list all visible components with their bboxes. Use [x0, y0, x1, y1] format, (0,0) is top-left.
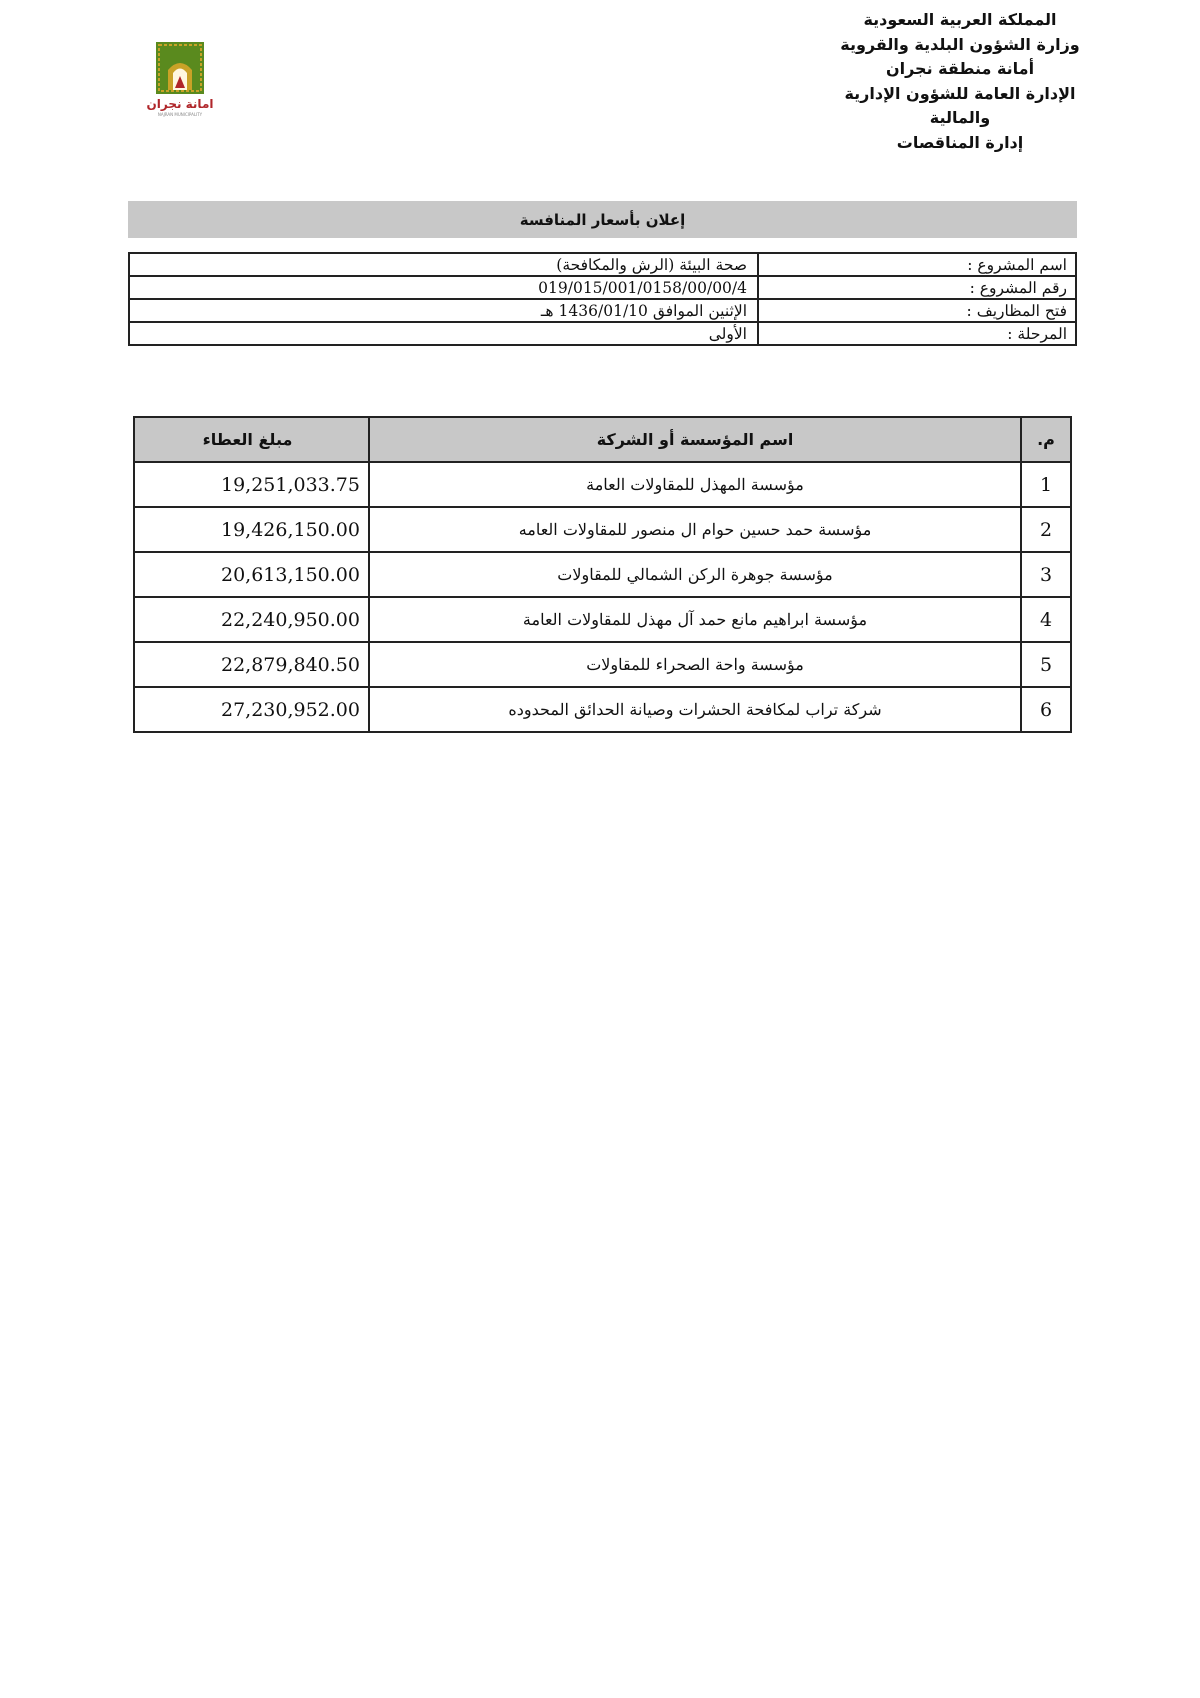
row-number: 4 [1021, 597, 1071, 642]
letterhead-department: الإدارة العامة للشؤون الإدارية [844, 83, 1076, 103]
project-name-label: اسم المشروع : [758, 253, 1076, 276]
header-number: م. [1021, 417, 1071, 462]
table-row [134, 597, 1071, 642]
project-number-label: رقم المشروع : [758, 276, 1076, 299]
project-info-row [129, 276, 1076, 299]
company-name: مؤسسة جوهرة الركن الشمالي للمقاولات [369, 552, 1021, 597]
project-number-value: 019/015/001/0158/00/00/4 [129, 276, 758, 299]
envelope-opening-label: فتح المظاريف : [758, 299, 1076, 322]
bid-amount: 27,230,952.00 [134, 687, 369, 732]
najran-municipality-logo [140, 40, 220, 118]
bids-table [133, 416, 1072, 733]
table-row [134, 552, 1071, 597]
bid-amount: 19,426,150.00 [134, 507, 369, 552]
project-info-row [129, 322, 1076, 345]
table-row [134, 642, 1071, 687]
table-row [134, 462, 1071, 507]
company-name: مؤسسة واحة الصحراء للمقاولات [369, 642, 1021, 687]
envelope-opening-value: الإثنين الموافق 1436/01/10 هـ [129, 299, 758, 322]
header-company-name: اسم المؤسسة أو الشركة [369, 417, 1021, 462]
stage-label: المرحلة : [758, 322, 1076, 345]
bid-amount: 22,240,950.00 [134, 597, 369, 642]
letterhead-department-cont: والمالية [929, 108, 991, 127]
letterhead [830, 8, 1090, 155]
letterhead-ministry: وزارة الشؤون البلدية والقروية [840, 34, 1080, 54]
row-number: 5 [1021, 642, 1071, 687]
announcement-title: إعلان بأسعار المنافسة [519, 210, 686, 229]
bid-amount: 22,879,840.50 [134, 642, 369, 687]
project-info-row [129, 253, 1076, 276]
company-name: مؤسسة المهذل للمقاولات العامة [369, 462, 1021, 507]
logo-subtext: NAJRAN MUNICIPALITY [157, 112, 203, 117]
company-name: مؤسسة ابراهيم مانع حمد آل مهذل للمقاولات العامة [369, 597, 1021, 642]
bid-amount: 19,251,033.75 [134, 462, 369, 507]
letterhead-municipality: أمانة منطقة نجران [885, 59, 1035, 78]
announcement-banner [128, 201, 1077, 238]
company-name: شركة تراب لمكافحة الحشرات وصيانة الحدائق المحدوده [369, 687, 1021, 732]
letterhead-tenders-office: إدارة المناقصات [896, 132, 1024, 152]
logo-text: امانة نجران [146, 97, 214, 111]
bids-header-row [134, 417, 1071, 462]
bid-amount: 20,613,150.00 [134, 552, 369, 597]
row-number: 1 [1021, 462, 1071, 507]
row-number: 2 [1021, 507, 1071, 552]
project-info-row [129, 299, 1076, 322]
row-number: 3 [1021, 552, 1071, 597]
project-info-table [128, 252, 1077, 346]
table-row [134, 687, 1071, 732]
stage-value: الأولى [129, 322, 758, 345]
header-bid-amount: مبلغ العطاء [134, 417, 369, 462]
row-number: 6 [1021, 687, 1071, 732]
letterhead-kingdom: المملكة العربية السعودية [863, 10, 1057, 29]
table-row [134, 507, 1071, 552]
project-name-value: صحة البيئة (الرش والمكافحة) [129, 253, 758, 276]
company-name: مؤسسة حمد حسين حوام ال منصور للمقاولات العامه [369, 507, 1021, 552]
